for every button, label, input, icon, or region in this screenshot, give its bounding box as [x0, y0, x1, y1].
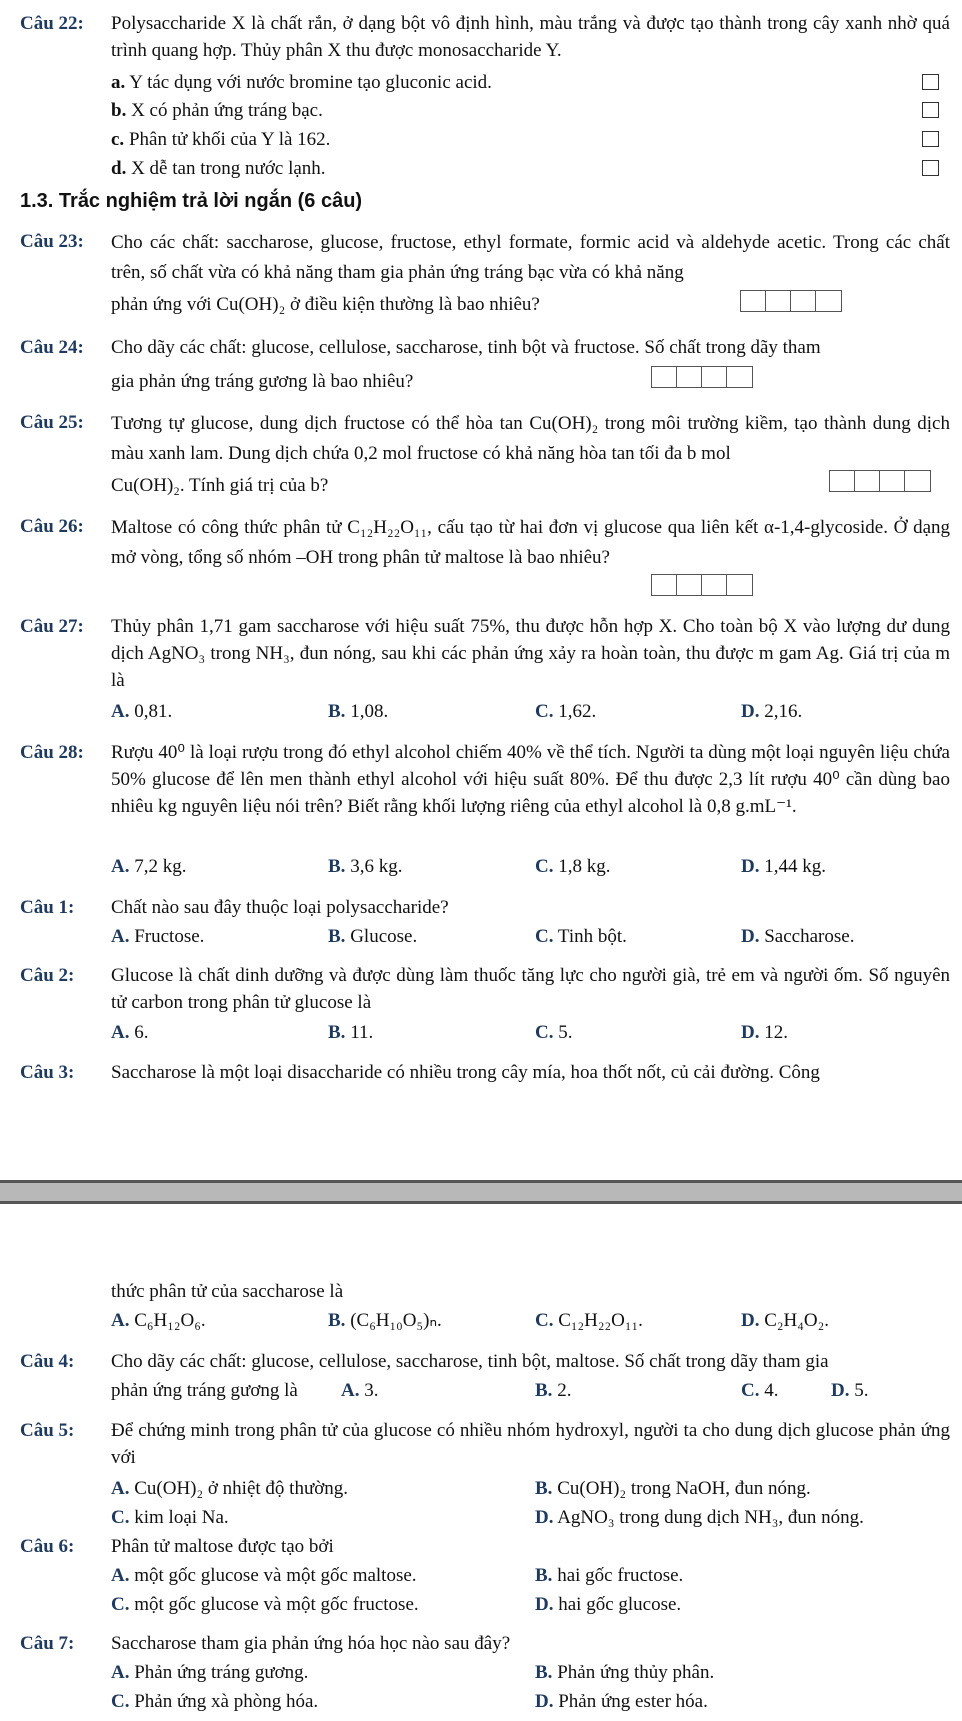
option-letter: C.: [535, 701, 554, 722]
question-23-tail: phản ứng với Cu(OH)₂ ở điều kiện thường là bao nhiêu?: [111, 294, 540, 315]
option-text: Cu(OH)₂ trong NaOH, đun nóng.: [557, 1478, 811, 1499]
option-d[interactable]: [535, 1688, 708, 1715]
option-b[interactable]: [535, 1377, 571, 1404]
statement-text: X có phản ứng tráng bạc.: [131, 100, 323, 121]
option-text: C₂H₄O₂.: [764, 1310, 829, 1331]
option-a[interactable]: [111, 1659, 308, 1686]
option-text: 2.: [557, 1380, 572, 1401]
question-23: [20, 228, 950, 288]
option-text: Glucose.: [350, 926, 418, 947]
option-b[interactable]: [328, 853, 402, 880]
question-24: [20, 334, 950, 361]
statement-letter: b.: [111, 100, 127, 121]
option-letter: C.: [111, 1594, 130, 1615]
question-26: [20, 513, 950, 573]
question-label: Câu 23:: [20, 231, 84, 252]
option-d[interactable]: [535, 1504, 864, 1531]
question-label: Câu 28:: [20, 742, 84, 763]
option-letter: C.: [741, 1380, 760, 1401]
option-b[interactable]: [535, 1475, 811, 1502]
option-text: 5.: [854, 1380, 869, 1401]
option-a[interactable]: [111, 1475, 348, 1502]
option-text: 1,8 kg.: [558, 856, 611, 877]
answer-digit-box[interactable]: [702, 575, 727, 595]
option-letter: A.: [111, 856, 130, 877]
option-text: C₁₂H₂₂O₁₁.: [558, 1310, 643, 1331]
option-letter: D.: [741, 1310, 760, 1331]
option-text: 7,2 kg.: [134, 856, 187, 877]
question-label: Câu 3:: [20, 1062, 75, 1083]
statement-a: [111, 69, 492, 96]
answer-boxes-24[interactable]: [651, 366, 753, 388]
option-letter: C.: [111, 1507, 130, 1528]
option-a[interactable]: [111, 1562, 417, 1589]
option-letter: D.: [535, 1507, 554, 1528]
answer-boxes-23[interactable]: [740, 290, 842, 312]
option-text: 11.: [350, 1022, 374, 1043]
question-text: Saccharose là một loại disaccharide có nhiều trong cây mía, hoa thốt nốt, củ cải đường. Công: [111, 1062, 820, 1083]
question-label: Câu 4:: [20, 1351, 75, 1372]
answer-boxes-25[interactable]: [829, 470, 931, 492]
option-text: một gốc glucose và một gốc maltose.: [134, 1565, 417, 1586]
option-c[interactable]: [535, 923, 627, 950]
question-text: Tương tự glucose, dung dịch fructose có thể hòa tan Cu(OH)₂ trong môi trường kiềm, tạo thành dung dịch màu xanh lam. Dung dịch chứa 0,2 mol fructose có khả năng hòa tan tối đa b mol: [111, 413, 950, 464]
option-letter: D.: [741, 1022, 760, 1043]
option-letter: C.: [535, 1022, 554, 1043]
option-letter: A.: [111, 1310, 130, 1331]
checkbox-d[interactable]: [922, 160, 939, 176]
option-text: Phản ứng thủy phân.: [557, 1662, 715, 1683]
option-letter: B.: [328, 1022, 346, 1043]
option-d[interactable]: [741, 698, 802, 725]
option-text: Fructose.: [134, 926, 205, 947]
option-letter: D.: [535, 1691, 554, 1712]
option-c[interactable]: [535, 853, 610, 880]
page-break-divider: [0, 1180, 962, 1204]
answer-digit-box[interactable]: [727, 367, 752, 387]
option-text: 0,81.: [134, 701, 173, 722]
option-letter: A.: [111, 1565, 130, 1586]
answer-digit-box[interactable]: [677, 367, 702, 387]
question-24-tail: gia phản ứng tráng gương là bao nhiêu?: [111, 371, 414, 392]
option-text: Saccharose.: [764, 926, 855, 947]
option-text: 3.: [364, 1380, 379, 1401]
checkbox-a[interactable]: [922, 74, 939, 90]
option-letter: B.: [535, 1380, 553, 1401]
answer-boxes-26[interactable]: [651, 574, 753, 596]
statement-letter: c.: [111, 129, 125, 150]
option-text: (C₆H₁₀O₅)ₙ.: [350, 1310, 442, 1331]
option-letter: A.: [111, 1662, 130, 1683]
option-d[interactable]: [741, 1019, 788, 1046]
option-d[interactable]: [831, 1377, 868, 1404]
option-d[interactable]: [741, 923, 854, 950]
answer-digit-box[interactable]: [816, 291, 841, 311]
question-text: Phân tử maltose được tạo bởi: [111, 1536, 334, 1557]
statement-d: [111, 155, 326, 182]
option-letter: A.: [341, 1380, 360, 1401]
option-text: C₆H₁₂O₆.: [134, 1310, 206, 1331]
statement-text: X dễ tan trong nước lạnh.: [131, 158, 326, 179]
option-letter: A.: [111, 1022, 130, 1043]
question-27: [20, 613, 950, 694]
option-c[interactable]: [535, 1019, 572, 1046]
option-c[interactable]: [111, 1591, 419, 1618]
option-letter: B.: [328, 926, 346, 947]
checkbox-c[interactable]: [922, 131, 939, 147]
question-label: Câu 27:: [20, 616, 84, 637]
option-b[interactable]: [328, 698, 388, 725]
option-letter: C.: [535, 1310, 554, 1331]
option-text: 12.: [764, 1022, 788, 1043]
option-letter: B.: [328, 701, 346, 722]
question-text: Rượu 40⁰ là loại rượu trong đó ethyl alcohol chiếm 40% về thể tích. Người ta dùng một loại nguyên liệu chứa 50% glucose để lên men thành ethyl alcohol với hiệu suất 80%. Để thu được 2,3 lít rượu 40⁰ cần dùng bao nhiêu kg nguyên liệu nói trên? Biết rằng khối lượng riêng của ethyl alcohol là 0,8 g.mL⁻¹.: [111, 742, 950, 817]
option-b[interactable]: [328, 1307, 442, 1334]
option-text: 1,08.: [350, 701, 389, 722]
question-28: [20, 739, 950, 820]
option-text: 2,16.: [764, 701, 803, 722]
option-letter: A.: [111, 1478, 130, 1499]
answer-digit-box[interactable]: [905, 471, 930, 491]
question-4: [20, 1348, 950, 1375]
answer-digit-box[interactable]: [677, 575, 702, 595]
question-text: Cho các chất: saccharose, glucose, fructose, ethyl formate, formic acid và aldehyde acetic. Trong các chất trên, số chất vừa có khả năng tham gia phản ứng tráng bạc vừa có khả năng: [111, 232, 950, 283]
statement-b: [111, 97, 323, 124]
question-label: Câu 6:: [20, 1536, 75, 1557]
option-text: Phản ứng ester hóa.: [558, 1691, 708, 1712]
question-6: [20, 1533, 950, 1560]
answer-digit-box[interactable]: [727, 575, 752, 595]
option-letter: A.: [111, 926, 130, 947]
question-22: [20, 10, 950, 64]
checkbox-b[interactable]: [922, 102, 939, 118]
option-a[interactable]: [341, 1377, 378, 1404]
option-d[interactable]: [535, 1591, 681, 1618]
answer-digit-box[interactable]: [741, 291, 766, 311]
question-label: Câu 2:: [20, 965, 75, 986]
option-text: Phản ứng xà phòng hóa.: [134, 1691, 319, 1712]
option-letter: B.: [328, 856, 346, 877]
option-c[interactable]: [111, 1504, 229, 1531]
statement-c: [111, 126, 330, 153]
question-text: Thủy phân 1,71 gam saccharose với hiệu suất 75%, thu được hỗn hợp X. Cho toàn bộ X vào lượng dư dung dịch AgNO₃ trong NH₃, đun nóng, sau khi các phản ứng xảy ra hoàn toàn, thu được m gam Ag. Giá trị của m là: [111, 616, 950, 691]
option-letter: D.: [741, 926, 760, 947]
option-text: kim loại Na.: [134, 1507, 229, 1528]
option-letter: B.: [535, 1565, 553, 1586]
option-a[interactable]: [111, 1307, 206, 1334]
option-b[interactable]: [535, 1562, 683, 1589]
option-letter: C.: [535, 856, 554, 877]
question-label: Câu 25:: [20, 412, 84, 433]
option-letter: B.: [535, 1478, 553, 1499]
question-text: Polysaccharide X là chất rắn, ở dạng bột vô định hình, màu trắng và được tạo thành trong cây xanh nhờ quá trình quang hợp. Thủy phân X thu được monosaccharide Y.: [111, 13, 950, 61]
section-title: 1.3. Trắc nghiệm trả lời ngắn (6 câu): [20, 190, 363, 212]
option-text: AgNO₃ trong dung dịch NH₃, đun nóng.: [557, 1507, 864, 1528]
option-letter: D.: [831, 1380, 850, 1401]
option-letter: B.: [535, 1662, 553, 1683]
statement-letter: d.: [111, 158, 127, 179]
question-text: Chất nào sau đây thuộc loại polysaccharide?: [111, 897, 449, 918]
answer-digit-box[interactable]: [702, 367, 727, 387]
option-a[interactable]: [111, 698, 172, 725]
question-text: Maltose có công thức phân tử C₁₂H₂₂O₁₁, cấu tạo từ hai đơn vị glucose qua liên kết α-1,4-glycoside. Ở dạng mở vòng, tổng số nhóm –OH trong phân tử maltose là bao nhiêu?: [111, 517, 950, 568]
answer-digit-box[interactable]: [652, 367, 677, 387]
option-text: 4.: [764, 1380, 779, 1401]
statement-text: Y tác dụng với nước bromine tạo gluconic acid.: [129, 72, 492, 93]
statement-text: Phân tử khối của Y là 162.: [128, 129, 331, 150]
answer-digit-box[interactable]: [855, 471, 880, 491]
option-letter: C.: [111, 1691, 130, 1712]
question-text: Cho dãy các chất: glucose, cellulose, saccharose, tinh bột, maltose. Số chất trong dãy tham gia: [111, 1351, 829, 1372]
question-3-continued: thức phân tử của saccharose là: [111, 1281, 344, 1302]
question-2: [20, 962, 950, 1016]
option-d[interactable]: [741, 853, 826, 880]
option-a[interactable]: [111, 923, 204, 950]
question-label: Câu 1:: [20, 897, 75, 918]
option-letter: D.: [535, 1594, 554, 1615]
question-1: [20, 894, 950, 921]
answer-digit-box[interactable]: [766, 291, 791, 311]
question-4-tail: phản ứng tráng gương là: [111, 1380, 298, 1401]
statement-letter: a.: [111, 72, 126, 93]
question-label: Câu 24:: [20, 337, 84, 358]
option-text: Tinh bột.: [557, 926, 627, 947]
answer-digit-box[interactable]: [830, 471, 855, 491]
option-d[interactable]: [741, 1307, 829, 1334]
option-letter: D.: [741, 856, 760, 877]
question-3: [20, 1059, 950, 1086]
option-text: Cu(OH)₂ ở nhiệt độ thường.: [134, 1478, 349, 1499]
question-label: Câu 5:: [20, 1420, 75, 1441]
option-text: 5.: [558, 1022, 573, 1043]
option-letter: A.: [111, 701, 130, 722]
option-c[interactable]: [535, 698, 596, 725]
question-5: [20, 1417, 950, 1471]
option-c[interactable]: [111, 1688, 318, 1715]
option-b[interactable]: [328, 1019, 373, 1046]
option-c[interactable]: [741, 1377, 778, 1404]
option-b[interactable]: [328, 923, 417, 950]
option-text: 1,62.: [558, 701, 597, 722]
option-text: 1,44 kg.: [764, 856, 826, 877]
option-letter: B.: [328, 1310, 346, 1331]
answer-digit-box[interactable]: [880, 471, 905, 491]
answer-digit-box[interactable]: [791, 291, 816, 311]
option-a[interactable]: [111, 1019, 148, 1046]
question-7: [20, 1630, 950, 1657]
option-text: 3,6 kg.: [350, 856, 403, 877]
question-25-tail: Cu(OH)₂. Tính giá trị của b?: [111, 475, 329, 496]
option-text: hai gốc fructose.: [557, 1565, 684, 1586]
question-text: Để chứng minh trong phân tử của glucose có nhiều nhóm hydroxyl, người ta cho dung dịch glucose phản ứng với: [111, 1420, 950, 1468]
option-letter: C.: [535, 926, 554, 947]
option-a[interactable]: [111, 853, 186, 880]
question-25: [20, 409, 950, 469]
option-text: hai gốc glucose.: [558, 1594, 682, 1615]
option-text: một gốc glucose và một gốc fructose.: [134, 1594, 419, 1615]
question-text: Glucose là chất dinh dưỡng và được dùng làm thuốc tăng lực cho người già, trẻ em và người ốm. Số nguyên tử carbon trong phân tử glucose là: [111, 965, 950, 1013]
question-text: Cho dãy các chất: glucose, cellulose, saccharose, tinh bột và fructose. Số chất trong dãy tham: [111, 337, 821, 358]
option-c[interactable]: [535, 1307, 643, 1334]
question-label: Câu 22:: [20, 13, 84, 34]
option-text: Phản ứng tráng gương.: [134, 1662, 309, 1683]
question-label: Câu 7:: [20, 1633, 75, 1654]
question-text: Saccharose tham gia phản ứng hóa học nào sau đây?: [111, 1633, 511, 1654]
option-letter: D.: [741, 701, 760, 722]
option-b[interactable]: [535, 1659, 714, 1686]
option-text: 6.: [134, 1022, 149, 1043]
question-label: Câu 26:: [20, 516, 84, 537]
answer-digit-box[interactable]: [652, 575, 677, 595]
